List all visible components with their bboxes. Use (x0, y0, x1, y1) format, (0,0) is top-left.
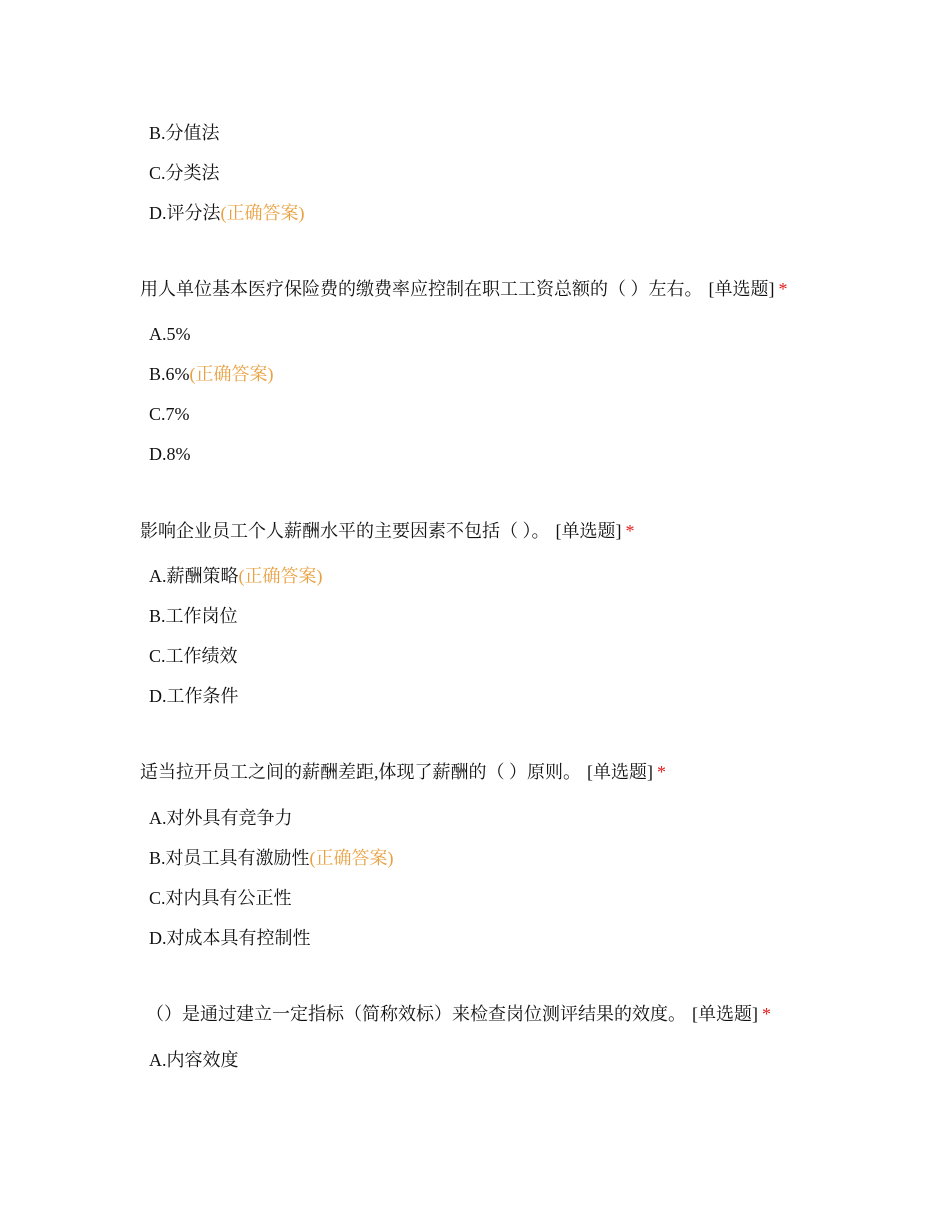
option-label: C.工作绩效 (149, 646, 238, 666)
option-item[interactable] (149, 684, 239, 708)
question-type: [单选题] (587, 762, 653, 782)
question-type: [单选题] (708, 279, 775, 299)
option-item[interactable] (149, 604, 238, 628)
option-item[interactable] (149, 846, 394, 870)
correct-answer-tag: (正确答案) (220, 203, 305, 223)
option-label: D.工作条件 (149, 686, 239, 706)
option-item[interactable] (149, 121, 220, 145)
question-type: [单选题] (692, 1004, 758, 1024)
option-item[interactable] (149, 161, 220, 185)
option-label: B.工作岗位 (149, 606, 238, 626)
option-label: A.5% (149, 324, 191, 344)
question-type: [单选题] (555, 521, 622, 541)
option-item[interactable] (149, 926, 311, 950)
option-item[interactable] (149, 402, 190, 426)
option-label: B.对员工具有激励性 (149, 848, 310, 868)
option-item[interactable] (149, 1048, 239, 1072)
correct-answer-tag: (正确答案) (309, 848, 394, 868)
option-item[interactable] (149, 442, 191, 466)
option-item[interactable] (149, 362, 274, 386)
question-title (140, 760, 666, 784)
option-label: D.8% (149, 444, 191, 464)
question-title (140, 277, 788, 301)
option-label: A.对外具有竞争力 (149, 808, 293, 828)
required-marker: * (778, 279, 788, 299)
option-item[interactable] (149, 564, 323, 588)
option-item[interactable] (149, 806, 293, 830)
required-marker: * (657, 762, 666, 782)
option-label: C.7% (149, 404, 190, 424)
question-text: 适当拉开员工之间的薪酬差距,体现了薪酬的（ ）原则。 (140, 762, 581, 782)
question-text: 用人单位基本医疗保险费的缴费率应控制在职工工资总额的（ ）左右。 (140, 279, 703, 299)
correct-answer-tag: (正确答案) (238, 566, 323, 586)
question-text: 影响企业员工个人薪酬水平的主要因素不包括（ ）。 (140, 521, 550, 541)
option-item[interactable] (149, 644, 238, 668)
required-marker: * (762, 1004, 771, 1024)
required-marker: * (625, 521, 635, 541)
option-item[interactable] (149, 886, 292, 910)
question-text: （）是通过建立一定指标（简称效标）来检查岗位测评结果的效度。 (146, 1004, 686, 1024)
option-label: A.内容效度 (149, 1050, 239, 1070)
question-title (140, 519, 635, 543)
option-label: B.分值法 (149, 123, 220, 143)
option-item[interactable] (149, 322, 191, 346)
option-item[interactable] (149, 201, 305, 225)
option-label: A.薪酬策略 (149, 566, 239, 586)
question-title (146, 1002, 771, 1026)
option-label: D.对成本具有控制性 (149, 928, 311, 948)
option-label: C.分类法 (149, 163, 220, 183)
correct-answer-tag: (正确答案) (189, 364, 274, 384)
option-label: D.评分法 (149, 203, 221, 223)
option-label: C.对内具有公正性 (149, 888, 292, 908)
option-label: B.6% (149, 364, 190, 384)
